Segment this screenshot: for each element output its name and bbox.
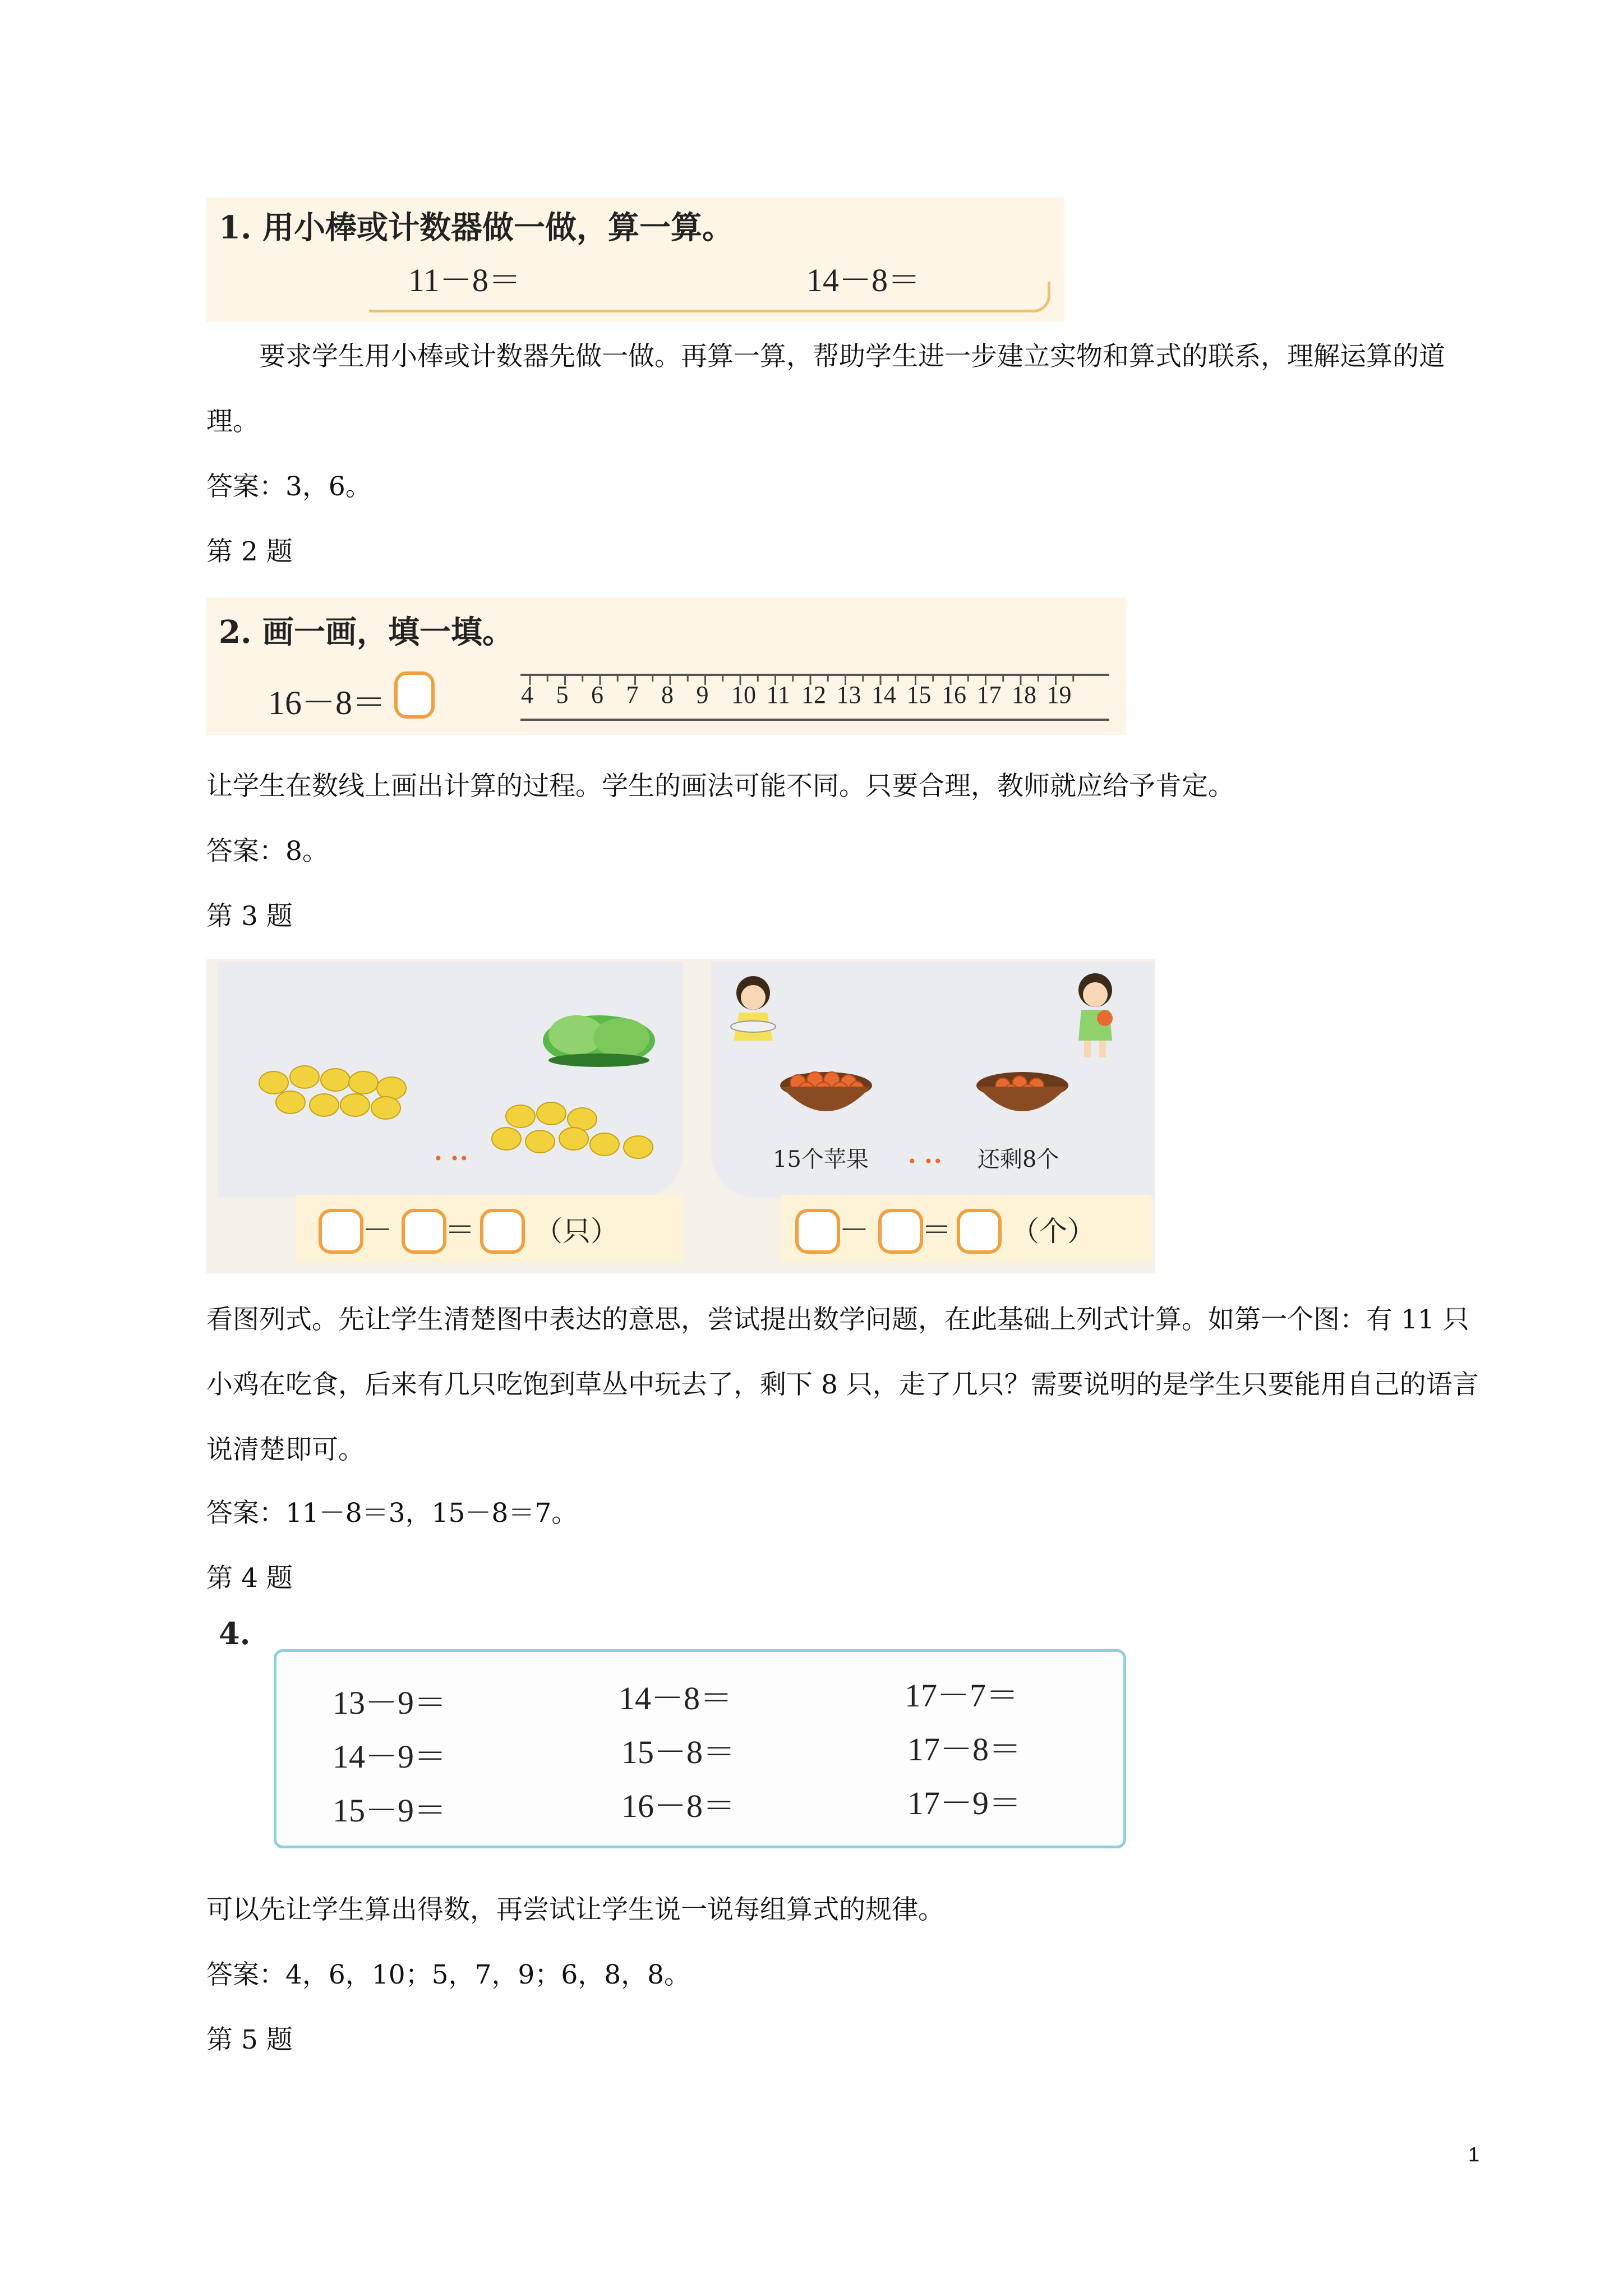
answer-box[interactable] (394, 671, 435, 719)
answer-box[interactable] (795, 1209, 840, 1254)
number-line-label: 10 (731, 681, 756, 708)
exercise-4-figure (206, 1616, 1160, 1865)
number-line-label: 8 (661, 681, 674, 708)
answer: 答案：8。 (206, 836, 329, 867)
number-line-label: 19 (1046, 681, 1072, 708)
minus-sign: － (362, 1213, 393, 1247)
exercise-1-title: 1. 用小棒或计数器做一做，算一算。 (219, 209, 734, 246)
number-line-label: 17 (976, 681, 1002, 708)
number-line-label: 11 (766, 681, 790, 708)
number-line-label: 15 (906, 681, 932, 708)
number-line-label: 13 (836, 681, 861, 708)
girl-figure (1064, 968, 1126, 1063)
equation: 15－9＝ (333, 1792, 447, 1829)
equation: 14－9＝ (333, 1738, 447, 1775)
answer-box[interactable] (319, 1209, 363, 1254)
equation: 14－8＝ (619, 1680, 733, 1717)
equation: 15－8＝ (621, 1734, 736, 1770)
unit-label: （个） (1011, 1215, 1095, 1248)
section-heading: 第 5 题 (206, 2024, 293, 2055)
exercise-2-figure (206, 597, 1126, 735)
paragraph: 看图列式。先让学生清楚图中表达的意思，尝试提出数学问题，在此基础上列式计算。如第一个图：有 11 只小鸡在吃食，后来有几只吃饱到草丛中玩去了，剩下 8 只，走了几只？需要说明的是学生只要能用自己的语言说清楚即可。 (206, 1304, 1479, 1465)
section-heading: 第 3 题 (206, 901, 293, 932)
number-line-label: 7 (626, 681, 639, 708)
number-line-label: 9 (696, 681, 709, 708)
equation: 16－8＝ (268, 684, 386, 721)
bracket-line (369, 282, 1050, 312)
equals-sign: ＝ (445, 1213, 475, 1247)
number-line-labels (518, 680, 1112, 714)
page-number: 1 (1468, 2143, 1480, 2166)
grass-image (537, 1007, 661, 1069)
answer-box[interactable] (402, 1209, 446, 1254)
answer-box[interactable] (480, 1209, 525, 1254)
answer: 答案：11－8＝3，15－8＝7。 (206, 1498, 578, 1529)
answer-box[interactable] (957, 1209, 1002, 1254)
equation: 17－9＝ (907, 1785, 1022, 1821)
answer-box[interactable] (878, 1209, 923, 1254)
number-line-label: 5 (556, 681, 569, 708)
equation: 16－8＝ (621, 1788, 736, 1824)
number-line-label: 14 (872, 681, 896, 708)
equation: 11－8＝ (408, 262, 521, 298)
exercise-3-figure (206, 959, 1155, 1273)
minus-sign: － (839, 1213, 869, 1247)
equation: 13－9＝ (333, 1685, 447, 1721)
ellipsis-dots: · ·· (907, 1145, 943, 1176)
apple-basket-full (776, 1063, 877, 1125)
paragraph: 让学生在数线上画出计算的过程。学生的画法可能不同。只要合理，教师就应给予肯定。 (206, 771, 1234, 802)
apple-basket-remaining (972, 1063, 1073, 1125)
number-line-label: 4 (521, 681, 533, 708)
section-heading: 第 4 题 (206, 1563, 293, 1594)
answer: 答案：3，6。 (206, 471, 372, 502)
label-remaining: 还剩8个 (978, 1147, 1059, 1172)
girl-figure (722, 970, 784, 1055)
exercise-2-title: 2. 画一画，填一填。 (219, 614, 514, 651)
paragraph: 要求学生用小棒或计数器先做一做。再算一算，帮助学生进一步建立实物和算式的联系，理解运算的道理。 (206, 341, 1445, 437)
section-heading: 第 2 题 (206, 536, 293, 567)
ellipsis-dots: · ·· (434, 1142, 469, 1174)
number-line-label: 6 (591, 681, 603, 708)
unit-label: （只） (534, 1215, 619, 1248)
paragraph: 可以先让学生算出得数，再尝试让学生说一说每组算式的规律。 (206, 1894, 944, 1925)
number-line-label: 16 (942, 681, 966, 708)
equation: 17－7＝ (905, 1677, 1019, 1714)
equals-sign: ＝ (921, 1213, 952, 1247)
label-apples: 15个苹果 (773, 1147, 869, 1172)
equation: 14－8＝ (806, 262, 921, 298)
equation: 17－8＝ (907, 1731, 1022, 1768)
number-line-label: 12 (801, 681, 826, 708)
exercise-4-number: 4. (219, 1616, 251, 1651)
exercise-1-figure (206, 197, 1064, 322)
number-line-label: 18 (1012, 681, 1036, 708)
answer: 答案：4，6，10；5，7，9；6，8，8。 (206, 1959, 691, 1990)
